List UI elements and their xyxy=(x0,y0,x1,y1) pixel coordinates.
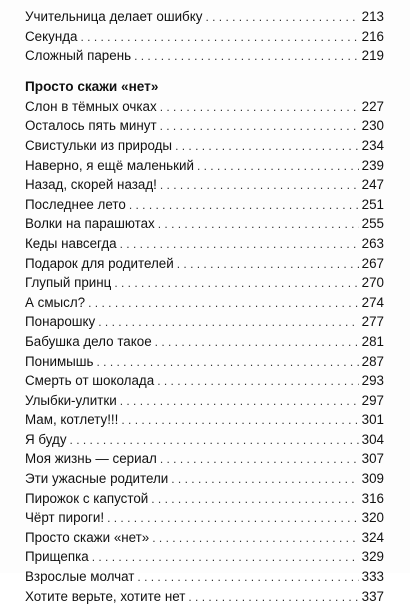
toc-entry-title: Пирожок с капустой xyxy=(25,490,149,506)
toc-entry xyxy=(25,9,384,29)
toc-entry-page-number: 251 xyxy=(361,196,384,212)
toc-entry-title: Хотите верьте, хотите нет xyxy=(25,588,186,604)
toc-entry-title: Улыбки-улитки xyxy=(25,392,117,408)
toc-entry-title: Осталось пять минут xyxy=(25,118,157,134)
section-heading xyxy=(25,79,384,99)
dot-leader xyxy=(80,30,358,44)
dot-leader xyxy=(129,198,359,212)
dot-leader xyxy=(155,335,359,349)
toc-entry-title: Бабушка дело такое xyxy=(25,333,152,349)
section-title: Просто скажи «нет» xyxy=(25,78,159,94)
toc-entry xyxy=(25,197,384,217)
dot-leader xyxy=(188,590,358,604)
toc-entry xyxy=(25,393,384,413)
table-of-contents xyxy=(25,9,384,608)
toc-entry-page-number: 274 xyxy=(361,294,384,310)
toc-entry-page-number: 316 xyxy=(361,490,384,506)
toc-entry-page-number: 329 xyxy=(361,549,384,565)
dot-leader xyxy=(121,413,358,427)
dot-leader xyxy=(151,492,358,506)
toc-entry xyxy=(25,99,384,119)
dot-leader xyxy=(160,452,359,466)
toc-entry-title: Волки на парашютах xyxy=(25,216,155,232)
toc-entry-title: Чёрт пироги! xyxy=(25,510,105,526)
toc-top-list xyxy=(25,9,384,68)
toc-entry-title: Эти ужасные родители xyxy=(25,471,169,487)
toc-entry xyxy=(25,236,384,256)
dot-leader xyxy=(98,315,358,329)
dot-leader xyxy=(70,433,359,447)
toc-entry xyxy=(25,471,384,491)
toc-entry xyxy=(25,295,384,315)
dot-leader xyxy=(88,296,359,310)
toc-entry xyxy=(25,569,384,589)
toc-entry-page-number: 247 xyxy=(361,177,384,193)
toc-entry xyxy=(25,412,384,432)
dot-leader xyxy=(175,139,359,153)
toc-entry-title: Просто скажи «нет» xyxy=(25,529,150,545)
toc-entry-title: Я буду xyxy=(25,431,67,447)
dot-leader xyxy=(120,394,359,408)
dot-leader xyxy=(160,119,359,133)
toc-entry-page-number: 307 xyxy=(361,451,384,467)
toc-entry-title: Кеды навсегда xyxy=(25,235,117,251)
toc-entry-page-number: 239 xyxy=(361,157,384,173)
toc-entry-title: Понимышь xyxy=(25,353,94,369)
toc-entry-page-number: 324 xyxy=(361,529,384,545)
dot-leader xyxy=(205,10,358,24)
toc-entry-title: Свистульки из природы xyxy=(25,137,173,153)
dot-leader xyxy=(197,159,359,173)
dot-leader xyxy=(120,237,359,251)
dot-leader xyxy=(158,217,359,231)
toc-entry-title: Последнее лето xyxy=(25,196,126,212)
toc-entry-title: Наверно, я ещё маленький xyxy=(25,157,194,173)
toc-entry-page-number: 301 xyxy=(361,412,384,428)
toc-entry xyxy=(25,432,384,452)
toc-entry-title: Взрослые молчат xyxy=(25,569,135,585)
toc-entry xyxy=(25,256,384,276)
dot-leader xyxy=(160,178,359,192)
dot-leader xyxy=(160,100,359,114)
toc-entry-title: Моя жизнь — сериал xyxy=(25,451,157,467)
toc-entry-page-number: 281 xyxy=(361,333,384,349)
toc-entry-title: Смерть от шоколада xyxy=(25,373,155,389)
toc-entry-page-number: 255 xyxy=(361,216,384,232)
toc-entry-page-number: 297 xyxy=(361,392,384,408)
dot-leader xyxy=(134,49,359,63)
toc-entry xyxy=(25,589,384,608)
dot-leader xyxy=(171,472,358,486)
toc-entry-page-number: 333 xyxy=(361,569,384,585)
toc-entry xyxy=(25,354,384,374)
toc-entry-page-number: 287 xyxy=(361,353,384,369)
toc-entry xyxy=(25,549,384,569)
toc-entry xyxy=(25,48,384,68)
toc-entry xyxy=(25,177,384,197)
toc-entry xyxy=(25,275,384,295)
toc-entry-page-number: 216 xyxy=(361,28,384,44)
dot-leader xyxy=(137,570,358,584)
toc-entry xyxy=(25,158,384,178)
toc-entry-title: Мам, котлету!!! xyxy=(25,412,119,428)
dot-leader xyxy=(92,550,359,564)
toc-entry-title: А смысл? xyxy=(25,294,86,310)
toc-entry-title: Понарошку xyxy=(25,314,96,330)
toc-entry-page-number: 304 xyxy=(361,431,384,447)
toc-entry-page-number: 267 xyxy=(361,255,384,271)
dot-leader xyxy=(97,355,359,369)
toc-entry-page-number: 234 xyxy=(361,137,384,153)
toc-entry-title: Глупый принц xyxy=(25,275,112,291)
toc-entry-title: Сложный парень xyxy=(25,48,132,64)
toc-entry-page-number: 230 xyxy=(361,118,384,134)
toc-entry-page-number: 309 xyxy=(361,471,384,487)
toc-entry xyxy=(25,138,384,158)
toc-entry-title: Секунда xyxy=(25,28,78,44)
dot-leader xyxy=(114,276,358,290)
toc-entry xyxy=(25,510,384,530)
dot-leader xyxy=(107,511,359,525)
toc-section-list xyxy=(25,99,384,608)
toc-entry-page-number: 337 xyxy=(361,588,384,604)
toc-entry-title: Учительница делает ошибку xyxy=(25,9,203,24)
toc-entry-page-number: 293 xyxy=(361,373,384,389)
toc-entry-title: Слон в тёмных очках xyxy=(25,98,157,114)
toc-entry xyxy=(25,314,384,334)
toc-entry-title: Прищепка xyxy=(25,549,89,565)
dot-leader xyxy=(177,257,359,271)
toc-entry xyxy=(25,118,384,138)
dot-leader xyxy=(152,531,358,545)
toc-entry-title: Назад, скорей назад! xyxy=(25,177,157,193)
toc-entry xyxy=(25,373,384,393)
toc-entry-page-number: 213 xyxy=(361,9,384,24)
toc-entry xyxy=(25,334,384,354)
toc-entry xyxy=(25,491,384,511)
dot-leader xyxy=(157,374,358,388)
toc-entry-page-number: 263 xyxy=(361,235,384,251)
toc-entry xyxy=(25,216,384,236)
toc-entry-title: Подарок для родителей xyxy=(25,255,174,271)
toc-entry-page-number: 270 xyxy=(361,275,384,291)
toc-entry-page-number: 219 xyxy=(361,48,384,64)
toc-entry xyxy=(25,530,384,550)
toc-entry-page-number: 227 xyxy=(361,98,384,114)
toc-entry xyxy=(25,451,384,471)
toc-entry-page-number: 277 xyxy=(361,314,384,330)
toc-entry-page-number: 320 xyxy=(361,510,384,526)
toc-entry xyxy=(25,29,384,49)
